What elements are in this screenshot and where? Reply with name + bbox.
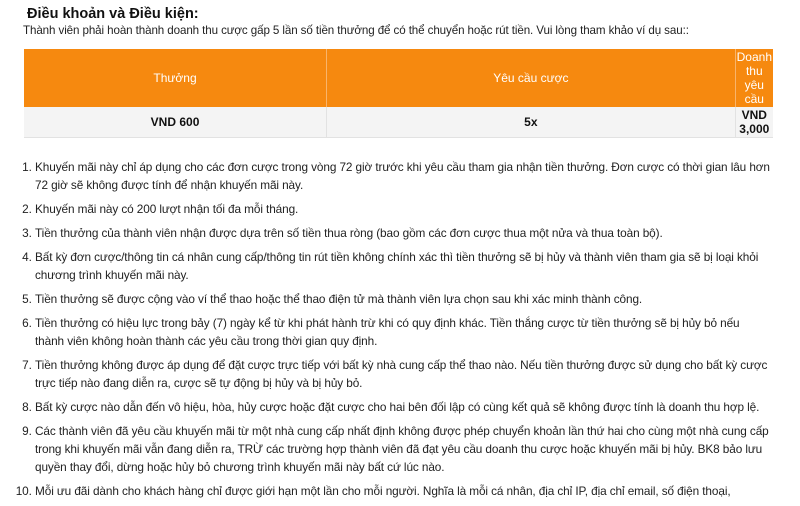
page-title: Điều khoản và Điều kiện:	[27, 6, 199, 22]
list-item: 9. Các thành viên đã yêu cầu khuyến mãi từ một nhà cung cấp nhất định không được phép chuyển khoản lần thứ hai cho cùng một nhà cung cấp trong khi khuyến mãi vẫn đang diễn ra, TRỪ các trường hợp thành viên đã đạt yêu cầu doanh thu cược hoặc khuyến mãi bị hủy. BK8 bảo lưu quyền thay đổi, dừng hoặc hủy bỏ chương trình khuyến mãi này bất cứ lúc nào.	[35, 422, 770, 476]
bonus-example-table	[24, 49, 773, 138]
list-item: 10. Mỗi ưu đãi dành cho khách hàng chỉ được giới hạn một lần cho mỗi người. Nghĩa là mỗi cá nhân, địa chỉ IP, địa chỉ email, số điện thoại,	[35, 482, 770, 500]
list-item: 6. Tiền thưởng có hiệu lực trong bảy (7) ngày kể từ khi phát hành trừ khi có quy định khác. Tiền thắng cược từ tiền thưởng sẽ bị hủy bỏ nếu thành viên không hoàn thành các yêu cầu trong thời gian quy định.	[35, 314, 770, 350]
list-item: 7. Tiền thưởng không được áp dụng để đặt cược trực tiếp với bất kỳ nhà cung cấp thể thao nào. Nếu tiền thưởng được sử dụng cho bất kỳ cược trực tiếp nào đang diễn ra, cược sẽ tự động bị hủy và bị hủy bỏ.	[35, 356, 770, 392]
list-item: 4. Bất kỳ đơn cược/thông tin cá nhân cung cấp/thông tin rút tiền không chính xác thì tiền thưởng sẽ bị hủy và thành viên tham gia sẽ bị loại khỏi chương trình khuyến mãi này.	[35, 248, 770, 284]
cell-required-turnover: VND 3,000	[735, 107, 773, 138]
intro-text: Thành viên phải hoàn thành doanh thu cược gấp 5 lần số tiền thưởng để có thể chuyển hoặc rút tiền. Vui lòng tham khảo ví dụ sau::	[23, 24, 689, 37]
list-item: 1. Khuyến mãi này chỉ áp dụng cho các đơn cược trong vòng 72 giờ trước khi yêu cầu tham gia nhận tiền thưởng. Đơn cược có thời gian lâu hơn 72 giờ sẽ không được tính để nhận khuyến mãi này.	[35, 158, 770, 194]
header-bonus: Thưởng	[24, 49, 327, 107]
terms-list	[0, 158, 770, 506]
list-item: 5. Tiền thưởng sẽ được cộng vào ví thể thao hoặc thể thao điện tử mà thành viên lựa chọn sau khi xác minh thành công.	[35, 290, 770, 308]
cell-wager-requirement: 5x	[327, 107, 736, 138]
header-required-turnover: Doanh thu yêu cầu	[736, 50, 772, 106]
header-wager-requirement: Yêu cầu cược	[327, 49, 736, 107]
cell-bonus: VND 600	[24, 107, 327, 138]
list-item: 8. Bất kỳ cược nào dẫn đến vô hiệu, hòa, hủy cược hoặc đặt cược cho hai bên đối lập có cùng kết quả sẽ không được tính là doanh thu hợp lệ.	[35, 398, 770, 416]
table-row	[24, 107, 773, 138]
table-header-row	[24, 49, 773, 107]
list-item: 3. Tiền thưởng của thành viên nhận được dựa trên số tiền thua ròng (bao gồm các đơn cược thua một nửa và thua toàn bộ).	[35, 224, 770, 242]
list-item: 2. Khuyến mãi này có 200 lượt nhận tối đa mỗi tháng.	[35, 200, 770, 218]
